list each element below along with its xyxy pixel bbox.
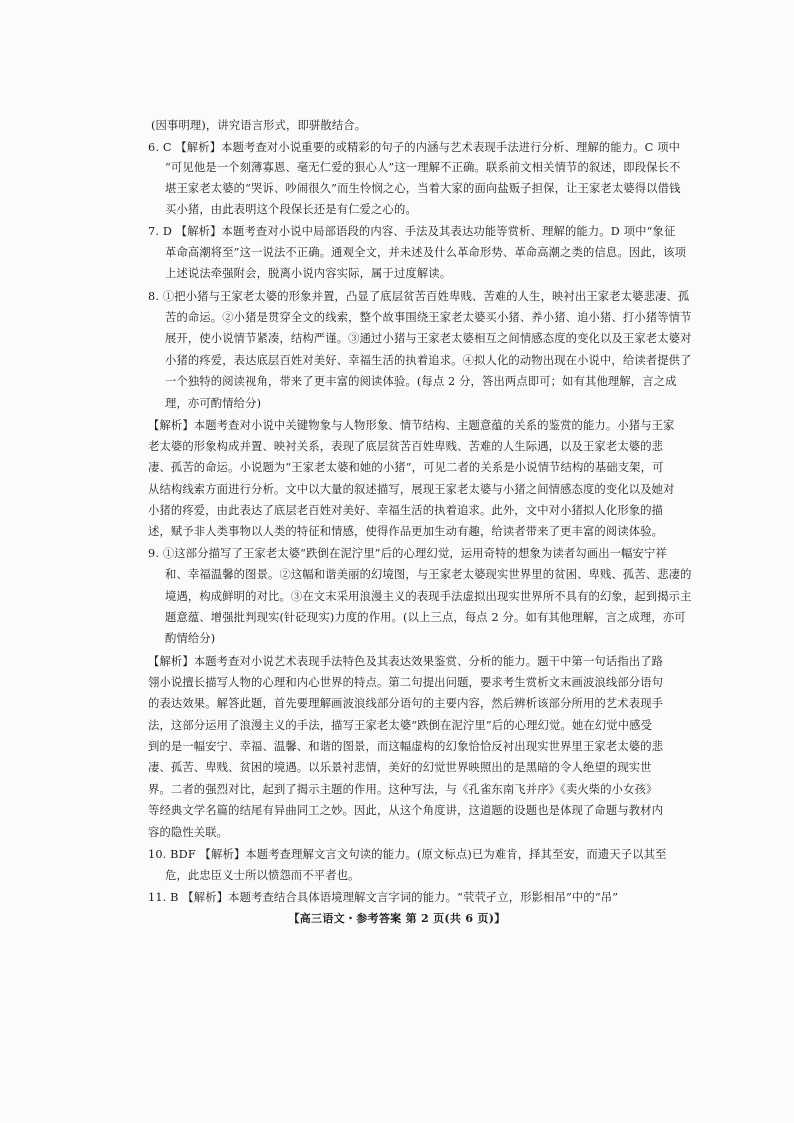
text-line: 容的隐性关联。 <box>148 826 229 839</box>
text-line: 【解析】本题考查对小说中关键物象与人物形象、情节结构、主题意蕴的关系的鉴赏的能力。小猪与王家 <box>148 419 675 432</box>
text-line: 题意蕴、增强批判现实(针砭现实)力度的作用。(以上三点，每点 2 分。如有其他理解，言之成理，亦可 <box>165 611 686 624</box>
text-line: (因事明理)，讲究语言形式，即骈散结合。 <box>151 119 367 132</box>
text-line: 买小猪，由此表明这个段保长还是有仁爱之心的。 <box>165 203 417 216</box>
text-line: 一个独特的阅读视角，带来了更丰富的阅读体验。(每点 2 分，答出两点即可；如有其他理解，言之成 <box>165 375 677 388</box>
text-line: 危，此忠臣义士所以愤怨而不平者也。 <box>165 869 360 882</box>
text-line: 苦的命运。②小猪是贯穿全文的线索，整个故事围绕王家老太婆买小猪、养小猪、追小猪、打小猪等情节 <box>165 311 692 324</box>
text-line: 和、幸福温馨的图景。②这幅和谐美丽的幻境图，与王家老太婆现实世界里的贫困、卑贱、孤苦、悲凄的 <box>165 568 692 581</box>
text-line: 等经典文学名篇的结尾有异曲同工之妙。因此，从这个角度讲，这道题的设题也是体现了命题与教材内 <box>148 804 664 817</box>
text-line: 7. D 【解析】本题考查对小说中局部语段的内容、手法及其表达功能等赏析、理解的能力。D 项中“象征 <box>148 225 676 238</box>
text-line: 翎小说擅长描写人物的心理和内心世界的特点。第二句提出问题，要求考生赏析文末画波浪线部分语句 <box>148 676 664 689</box>
text-line: 【解析】本题考查对小说艺术表现手法特色及其表达效果鉴赏、分析的能力。题干中第一句话指出了路 <box>148 655 664 668</box>
text-line: 老太婆的形象构成并置、映衬关系，表现了底层贫苦百姓卑贱、苦难的人生际遇，以及王家老太婆的悲 <box>148 440 664 453</box>
text-line: 6. C 【解析】本题考查对小说重要的或精彩的句子的内涵与艺术表现手法进行分析、理解的能力。C 项中 <box>148 141 681 154</box>
text-line: 酌情给分) <box>165 632 216 645</box>
text-line: 法，这部分运用了浪漫主义的手法，描写王家老太婆“跌倒在泥泞里”后的心理幻觉。她在幻觉中感受 <box>148 719 653 732</box>
text-line: 凄、孤苦、卑贱、贫困的境遇。以乐景衬悲情，美好的幻觉世界映照出的是黑暗的令人绝望的现实世 <box>148 761 652 774</box>
text-line: 堪王家老太婆的“哭诉、吵闹很久”而生怜悯之心，当着大家的面向盐贩子担保，让王家老太婆得以借钱 <box>165 182 681 195</box>
text-line: 10. BDF 【解析】本题考查理解文言文句读的能力。(原文标点)已为难肯，择其至安，而遗天子以其至 <box>148 848 667 861</box>
text-line: 9. ①这部分描写了王家老太婆“跌倒在泥泞里”后的心理幻觉，运用奇特的想象为读者勾画出一幅安宁祥 <box>148 547 667 560</box>
text-line: 到的是一幅安宁、幸福、温馨、和谐的图景，而这幅虚构的幻象恰恰反衬出现实世界里王家老太婆的悲 <box>148 740 664 753</box>
text-line: 革命高潮将至”这一说法不正确。通观全文，并未述及什么革命形势、革命高潮之类的信息。因此，该项 <box>165 246 687 259</box>
text-line: 述，赋予非人类事物以人类的特征和情感，使得作品更加生动有趣，给读者带来了更丰富的阅读体验。 <box>148 525 664 538</box>
text-line: 小猪的疼爱，由此表达了底层老百姓对美好、幸福生活的执着追求。此外，文中对小猪拟人化形象的描 <box>148 504 664 517</box>
text-line: 境遇，构成鲜明的对比。③在文末采用浪漫主义的表现手法虚拟出现实世界所不具有的幻象，起到揭示主 <box>165 590 692 603</box>
text-line: 上述说法牵强附会，脱离小说内容实际，属于过度解读。 <box>165 267 452 280</box>
text-line: 理，亦可酌情给分) <box>165 397 262 410</box>
text-line: 凄、孤苦的命运。小说题为“王家老太婆和她的小猪”，可见二者的关系是小说情节结构的基础支架，可 <box>148 461 664 474</box>
text-line: 从结构线索方面进行分析。文中以大量的叙述描写，展现王家老太婆与小猪之间情感态度的变化以及她对 <box>148 483 675 496</box>
text-line: 的表达效果。解答此题，首先要理解画波浪线部分语句的主要内容，然后辨析该部分所用的艺术表现手 <box>148 697 664 710</box>
text-line: 8. ①把小猪与王家老太婆的形象并置，凸显了底层贫苦百姓卑贱、苦难的人生，映衬出王家老太婆悲凄、孤 <box>148 290 690 303</box>
text-line: “可见他是一个刻薄寡恩、毫无仁爱的狠心人”这一理解不正确。联系前文相关情节的叙述，即段保长不 <box>165 161 681 174</box>
text-line: 11. B 【解析】本题考查结合具体语境理解文言字词的能力。“茕茕孑立，形影相吊”中的“吊” <box>148 891 619 904</box>
text-line: 小猪的疼爱，表达底层百姓对美好、幸福生活的执着追求。④拟人化的动物出现在小说中，给读者提供了 <box>165 354 692 367</box>
text-line: 展开，使小说情节紧凑，结构严谨。③通过小猪与王家老太婆相互之间情感态度的变化以及王家老太婆对 <box>165 332 692 345</box>
page-footer: 【高三语文・参考答案 第 2 页(共 6 页)】 <box>288 912 506 925</box>
text-line: 界。二者的强烈对比，起到了揭示主题的作用。这种写法，与《孔雀东南飞并序》《卖火柴的小女孩》 <box>148 783 658 796</box>
